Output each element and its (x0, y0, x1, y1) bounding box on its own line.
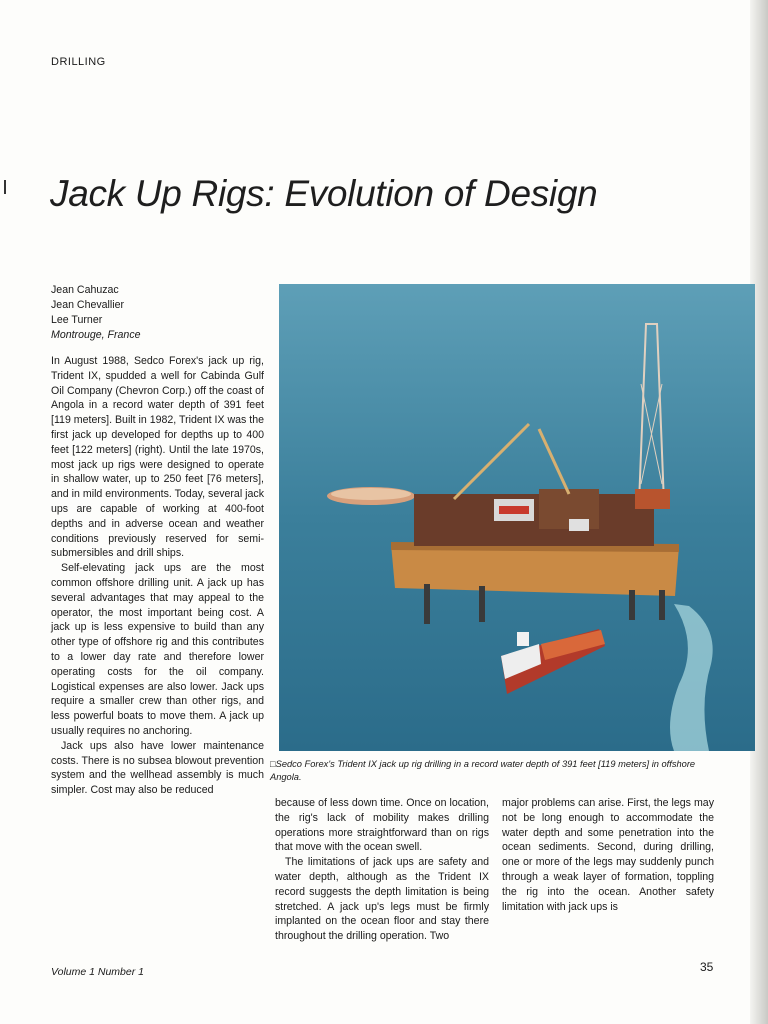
rig-photo (279, 284, 755, 751)
paragraph: because of less down time. Once on location, the rig's lack of mobility makes drilling operations more straightforward than on rigs that move with the ocean swell. (275, 797, 489, 854)
body-column-3 (502, 796, 714, 914)
author-block (51, 283, 141, 343)
paragraph: major problems can arise. First, the legs may not be long enough to accommodate the water depth and some penetration into the ocean sediments. Second, during drilling, one or more of the legs may suddenly punch through a weak layer of formation, toppling the rig into the ocean. Another safety limitation with jack ups is (502, 797, 714, 913)
paragraph: The limitations of jack ups are safety and water depth, although as the Trident IX record suggests the depth limitation is being stretched. A jack up's legs must be firmly implanted on the ocean floor and stay there throughout the drilling operation. Two (275, 856, 489, 943)
figure-caption: □Sedco Forex's Trident IX jack up rig drilling in a record water depth of 391 feet [119 meters] in offshore Angola. (270, 759, 696, 782)
paragraph: In August 1988, Sedco Forex's jack up rig, Trident IX, spudded a well for Cabinda Gulf Oil Company (Chevron Corp.) off the coast of Angola in a record water depth of 391 feet [119 meters]. Built in 1982, Trident IX was the first jack up developed for depths up to 400 feet [122 meters] (right). Until the late 1970s, most jack up rigs were designed to operate in shallow water, up to 250 feet [76 meters], and in mild environments. Today, several jack ups are capable of working at 400-foot depths and in adverse ocean and weather conditions previously reserved for semi-submersibles and drill ships. (51, 355, 264, 560)
paragraph: Self-elevating jack ups are the most common offshore drilling unit. A jack up has several advantages that may appeal to the operator, the most important being cost. A jack up is less expensive to build than any other type of offshore rig and this contributes to a lower day rate and therefore lower operating costs for the oil company. Logistical expenses are also lower. Jack ups require a smaller crew than other rigs, and less powerful boats to move them. A jack up usually requires no anchoring. (51, 562, 264, 737)
page-number: 35 (700, 960, 714, 974)
article-title: Jack Up Rigs: Evolution of Design (50, 173, 598, 214)
author-name: Lee Turner (51, 314, 103, 326)
section-label: DRILLING (51, 56, 106, 68)
body-column-2 (275, 796, 489, 944)
body-column-1 (51, 354, 264, 798)
paragraph: Jack ups also have lower maintenance costs. There is no subsea blowout prevention system and the wellhead assembly is much simpler. Cost may also be reduced (51, 739, 264, 797)
author-location: Montrouge, France (51, 329, 141, 341)
journal-volume: Volume 1 Number 1 (51, 966, 144, 978)
margin-mark (4, 180, 6, 194)
author-name: Jean Chevallier (51, 299, 125, 311)
author-name: Jean Cahuzac (51, 284, 119, 296)
